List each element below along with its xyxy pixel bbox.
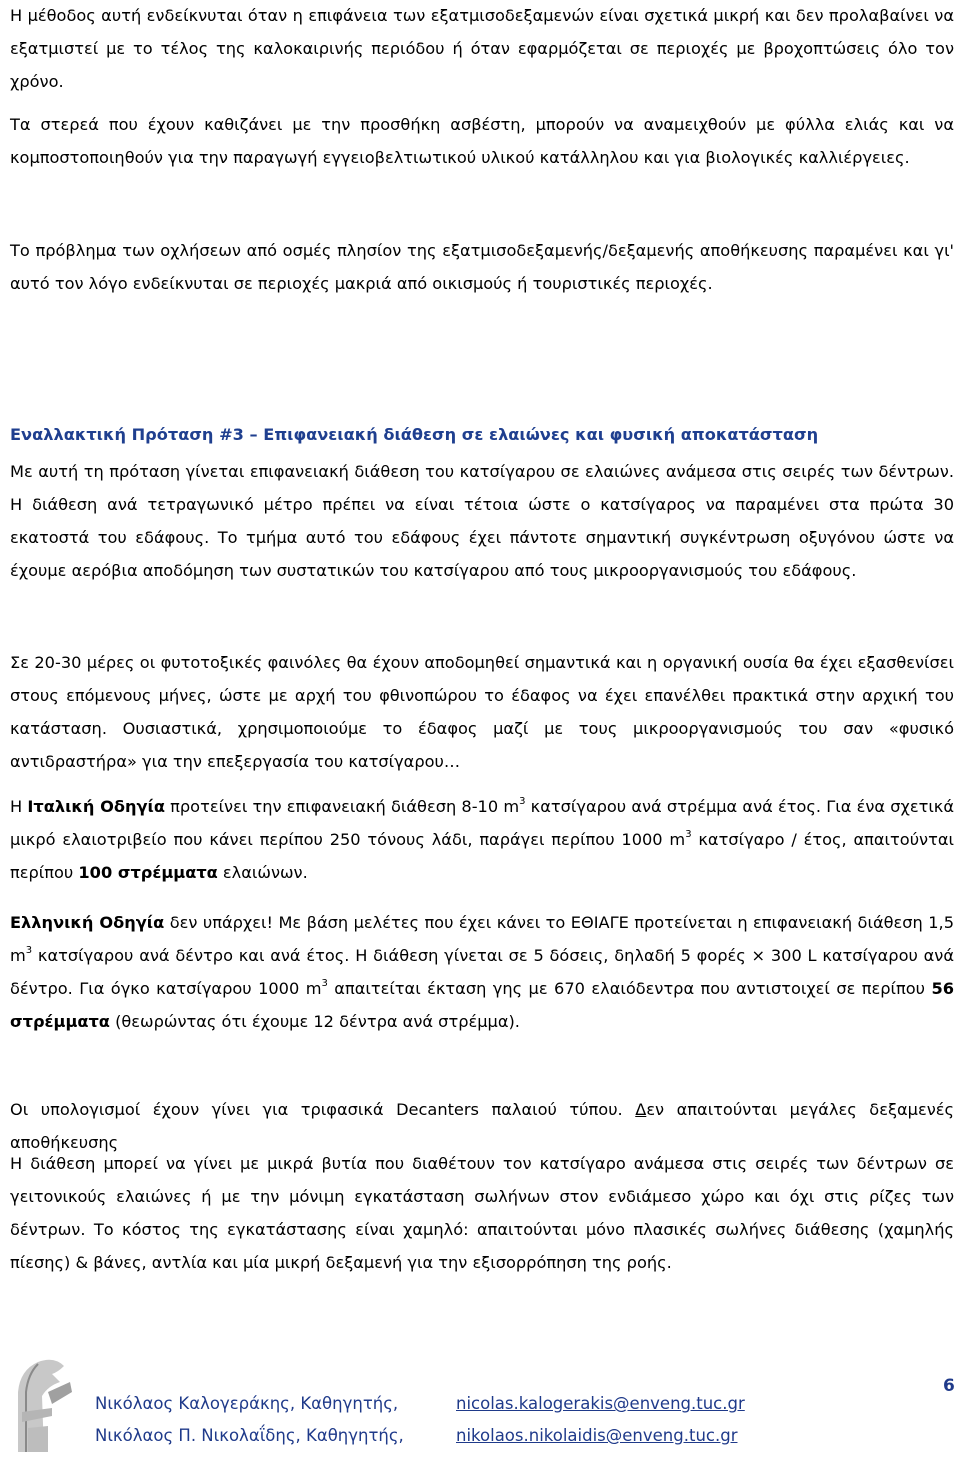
superscript: 3 — [519, 795, 526, 807]
p6-text: προτείνει την επιφανειακή διάθεση 8-10 m — [164, 797, 520, 816]
author-2: Νικόλαος Π. Νικολαΐδης, Καθηγητής, — [95, 1426, 404, 1445]
p6-text: Η — [10, 797, 28, 816]
area-bold: 56 στρέμματα — [10, 979, 955, 1031]
paragraph-3: Το πρόβλημα των οχλήσεων από οσμές πλησίον της εξατμισοδεξαμενής/δεξαμενής αποθήκευσης παραμένει και γι' αυτό τον λόγο ενδείκνυται σε περιοχές μακριά από οικισμούς ή τουριστικές περιοχές. — [10, 241, 954, 293]
italian-directive-label: Ιταλική Οδηγία — [27, 797, 165, 816]
email-link-1[interactable]: nicolas.kalogerakis@enveng.tuc.gr — [456, 1394, 745, 1413]
p8-text: εν απαιτούνται μεγάλες δεξαμενές αποθήκευσης — [10, 1100, 954, 1152]
area-bold: 100 στρέμματα — [78, 863, 218, 882]
superscript: 3 — [321, 977, 328, 989]
p6-text: κατσίγαρο / έτος, απαιτούνται περίπου — [10, 830, 954, 882]
p4-sentence-2: Η διάθεση ανά τετραγωνικό μέτρο πρέπει να είναι τέτοια ώστε ο κατσίγαρος να παραμένει στα πρώτα 30 εκατοστά του εδάφους. — [10, 495, 954, 547]
p5-sentence-2: Ουσιαστικά, χρησιμοποιούμε το έδαφος μαζί με τους μικροοργανισμούς του σαν «φυσικό αντιδραστήρα» για την επεξεργασία του κατσίγαρου… — [10, 719, 954, 771]
paragraph-5 — [10, 646, 954, 778]
paragraph-2: Τα στερεά που έχουν καθιζάνει με την προσθήκη ασβέστη, μπορούν να αναμειχθούν με φύλλα ελιάς και να κομποστοποιηθούν για την παραγωγή εγγειοβελτιωτικού υλικού κατάλληλου και για βιολογικές καλλιέργειες. — [10, 115, 954, 167]
greek-directive-label: Ελληνική Οδηγία — [10, 913, 165, 932]
paragraph-italian-directive — [10, 790, 954, 889]
page-footer — [0, 1350, 960, 1459]
p7-text: απαιτείται έκταση γης με 670 ελαιόδεντρα που αντιστοιχεί σε περίπου — [327, 979, 932, 998]
p8-text: Οι υπολογισμοί έχουν γίνει για τριφασικά Decanters παλαιού τύπου. — [10, 1100, 636, 1119]
university-logo-icon — [8, 1352, 80, 1456]
paragraph-1: Η μέθοδος αυτή ενδείκνυται όταν η επιφάνεια των εξατμισοδεξαμενών είναι σχετικά μικρή και δεν προλαβαίνει να εξατμιστεί με το τέλος της καλοκαιρινής περιόδου ή όταν εφαρμόζεται σε περιοχές με βροχοπτώσεις όλο τον χρόνο. — [10, 6, 954, 91]
underlined-letter: Δ — [635, 1100, 647, 1119]
p6-text: ελαιώνων. — [217, 863, 308, 882]
superscript: 3 — [685, 828, 692, 840]
p6-text: κατσίγαρου ανά στρέμμα ανά έτος. Για ένα σχετικά μικρό ελαιοτριβείο που κάνει περίπου 250 τόνους λάδι, παράγει περίπου 1000 m — [10, 797, 955, 849]
p4-sentence-3: Το τμήμα αυτό του εδάφους έχει πάντοτε σημαντική συγκέντρωση οξυγόνου ώστε να έχουμε αερόβια αποδόμηση των συστατικών του κατσίγαρου από τους μικροοργανισμούς του εδάφους. — [10, 528, 954, 580]
section-heading: Εναλλακτική Πρόταση #3 – Επιφανειακή διάθεση σε ελαιώνες και φυσική αποκατάσταση — [10, 425, 819, 444]
email-link-2[interactable]: nikolaos.nikolaidis@enveng.tuc.gr — [456, 1426, 738, 1445]
page-number: 6 — [943, 1376, 955, 1396]
superscript: 3 — [25, 944, 33, 956]
author-1: Νικόλαος Καλογεράκης, Καθηγητής, — [95, 1394, 399, 1413]
paragraph-greek-directive — [10, 906, 954, 1038]
p5-sentence-1: Σε 20-30 μέρες οι φυτοτοξικές φαινόλες θα έχουν αποδομηθεί σημαντικά και η οργανική ουσία θα έχει εξασθενίσει στους επόμενους μήνες, ώστε με αρχή του φθινοπώρου το έδαφος να έχει επανέλθει πρακτικά στην αρχική του κατάσταση. — [10, 653, 954, 738]
p7-text: δεν υπάρχει! Με βάση μελέτες που έχει κάνει το ΕΘΙΑΓΕ προτείνεται η επιφανειακή διάθεση 1,5 m — [10, 913, 954, 965]
paragraph-9: Η διάθεση μπορεί να γίνει με μικρά βυτία που διαθέτουν τον κατσίγαρο ανάμεσα στις σειρές των δέντρων σε γειτονικούς ελαιώνες ή με την μόνιμη εγκατάσταση σωλήνων στον ενδιάμεσο χώρο και όχι στις ρίζες των δέντρων. Το κόστος της εγκατάστασης είναι χαμηλό: απαιτούνται μόνο πλασικές σωλήνες διάθεσης (χαμηλής πίεσης) & βάνες, αντλία και μία μικρή δεξαμενή για την εξισορρόπηση της ροής. — [10, 1154, 954, 1272]
paragraph-4 — [10, 455, 954, 587]
p7-text: κατσίγαρου ανά δέντρο και ανά έτος. Η διάθεση γίνεται σε 5 δόσεις, δηλαδή 5 φορές × 300 L κατσίγαρου ανά δέντρο. Για όγκο κατσίγαρου 1000 m — [10, 946, 954, 998]
p4-sentence-1: Με αυτή τη πρόταση γίνεται επιφανειακή διάθεση του κατσίγαρου σε ελαιώνες ανάμεσα στις σειρές των δέντρων. — [10, 462, 954, 481]
p7-text: (θεωρώντας ότι έχουμε 12 δέντρα ανά στρέμμα). — [109, 1012, 520, 1031]
